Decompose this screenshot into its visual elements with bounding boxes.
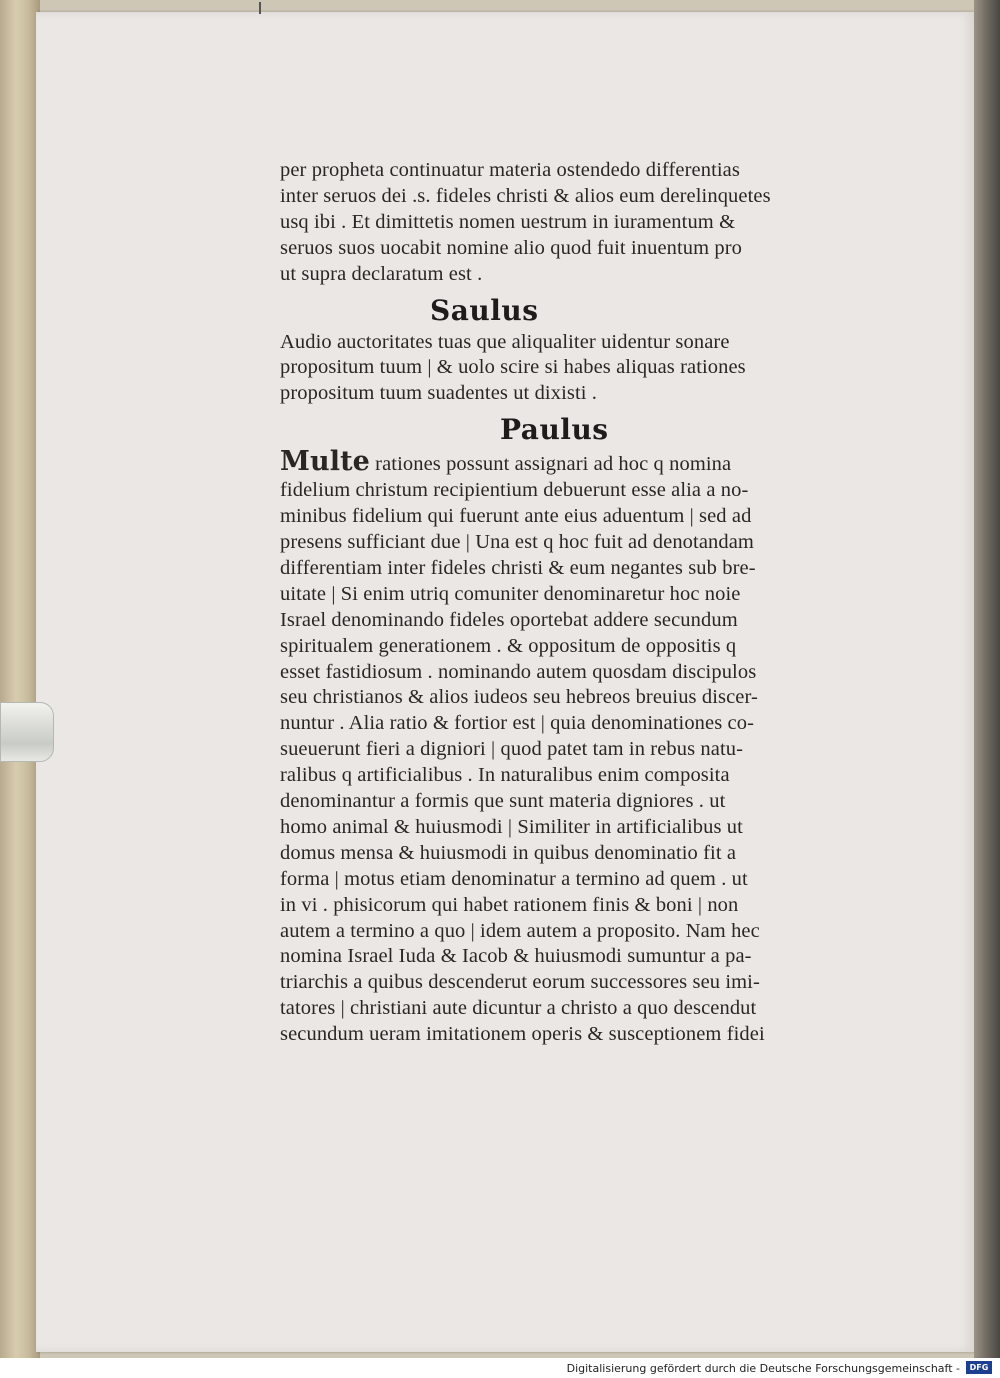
text-line: spiritualem generationem . & oppositum de oppositis q [280, 634, 737, 657]
text-line: ut supra declaratum est . [280, 262, 483, 285]
text-line: per propheta continuatur materia ostendedo differentias [280, 159, 740, 181]
text-line: domus mensa & huiusmodi in quibus denominatio fit a [280, 841, 737, 864]
page-text [280, 158, 828, 1048]
funding-credit: Digitalisierung gefördert durch die Deutsche Forschungsgemeinschaft - [566, 1362, 960, 1375]
text-line: esset fastidiosum . nominando autem quosdam discipulos [280, 660, 757, 683]
book-binding [0, 0, 40, 1358]
text-line: denominantur a formis que sunt materia digniores . ut [280, 790, 726, 813]
next-page-edge [974, 0, 1000, 1358]
speaker-heading-paulus: Paulus [500, 413, 609, 447]
text-line: propositum tuum suadentes ut dixisti . [280, 382, 597, 405]
text-line: Israel denominando fideles oportebat addere secundum [280, 608, 738, 631]
text-line: in vi . phisicorum qui habet rationem finis & boni | non [280, 893, 739, 916]
text-line: triarchis a quibus descenderut eorum successores seu imi- [280, 971, 760, 994]
text-line: usq ibi . Et dimittetis nomen uestrum in iuramentum & [280, 210, 736, 233]
text-line: fidelium christum recipientium debuerunt esse alia a no- [280, 479, 749, 502]
text-line: autem a termino a quo | idem autem a proposito. Nam hec [280, 919, 760, 942]
speaker-heading-saulus: Saulus [430, 293, 539, 327]
text-line: secundum ueram imitationem operis & susceptionem fidei [280, 1023, 765, 1046]
initial-word: Multe [280, 446, 370, 478]
text-line: seruos suos uocabit nomine alio quod fuit inuentum pro [280, 236, 743, 259]
text-line: tatores | christiani aute dicuntur a christo a quo descendut [280, 997, 757, 1020]
text-line: minibus fidelium qui fuerunt ante eius aduentum | sed ad [280, 505, 752, 528]
text-line-first [280, 446, 828, 478]
text-line-rest: rationes possunt assignari ad hoc q nomina [369, 453, 732, 476]
top-mark [259, 2, 261, 14]
footer-bar [0, 1358, 1000, 1378]
text-line: seu christianos & alios iudeos seu hebreos breuius discer- [280, 686, 758, 709]
text-line: nomina Israel Iuda & Iacob & huiusmodi sumuntur a pa- [280, 945, 752, 968]
text-line: sueuerunt fieri a digniori | quod patet tam in rebus natu- [280, 738, 744, 761]
text-line: Audio auctoritates tuas que aliqualiter uidentur sonare [280, 330, 730, 353]
text-line: homo animal & huiusmodi | Similiter in artificialibus ut [280, 815, 743, 838]
text-line: forma | motus etiam denominatur a termino ad quem . ut [280, 867, 748, 890]
page-clip [0, 702, 54, 762]
dfg-logo: DFG [966, 1361, 992, 1374]
text-line: ralibus q artificialibus . In naturalibus enim composita [280, 764, 730, 787]
text-line: uitate | Si enim utriq comuniter denominaretur hoc noie [280, 582, 741, 605]
text-line: propositum tuum | & uolo scire si habes aliquas rationes [280, 356, 746, 379]
text-line: differentiam inter fideles christi & eum negantes sub bre- [280, 556, 756, 579]
text-line: inter seruos dei .s. fideles christi & alios eum derelinquetes [280, 184, 771, 207]
text-line: nuntur . Alia ratio & fortior est | quia denominationes co- [280, 712, 754, 735]
text-line: presens sufficiant due | Una est q hoc fuit ad denotandam [280, 530, 754, 553]
